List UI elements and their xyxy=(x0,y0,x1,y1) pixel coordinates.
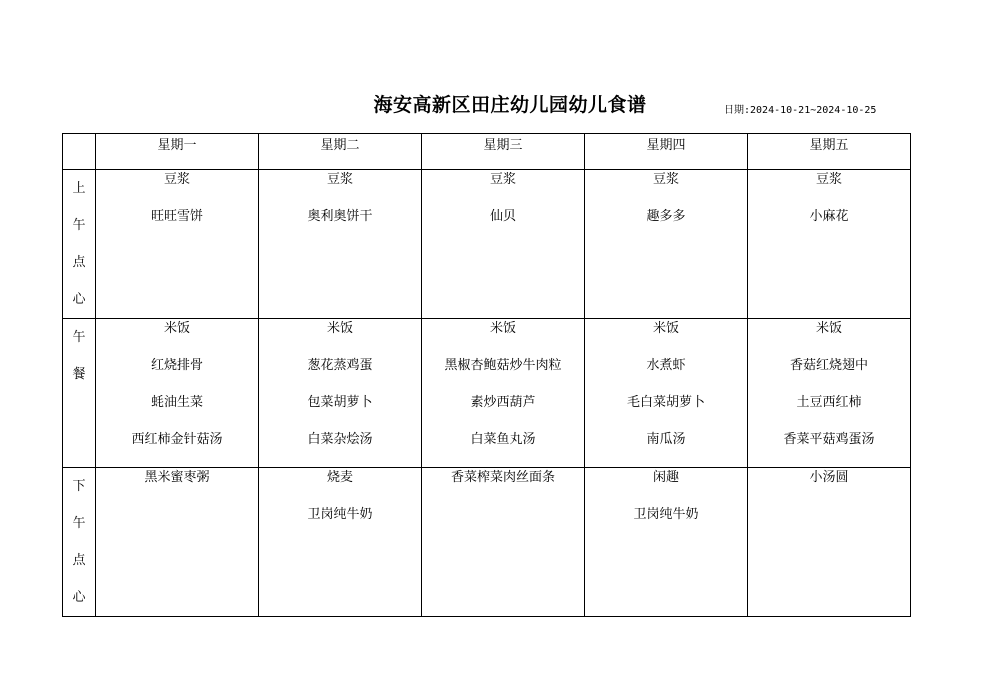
period-char: 午 xyxy=(72,330,86,345)
date-range: 日期:2024-10-21~2024-10-25 xyxy=(724,105,877,116)
menu-item: 奥利奥饼干 xyxy=(307,209,373,224)
period-label-lunch xyxy=(63,319,96,468)
page-title: 海安高新区田庄幼儿园幼儿食谱 xyxy=(373,94,647,116)
period-char: 心 xyxy=(72,590,86,605)
menu-item: 烧麦 xyxy=(326,470,353,485)
menu-item: 素炒西葫芦 xyxy=(470,395,536,410)
menu-cell-wed-lunch xyxy=(422,319,585,468)
menu-cell-mon-morning xyxy=(96,170,259,319)
menu-cell-tue-lunch xyxy=(259,319,422,468)
header-row xyxy=(63,134,911,170)
period-label-afternoon-snack xyxy=(63,468,96,617)
day-header-fri: 星期五 xyxy=(748,134,911,170)
period-char: 午 xyxy=(72,218,86,233)
menu-item: 包菜胡萝卜 xyxy=(307,395,373,410)
menu-item: 香菜平菇鸡蛋汤 xyxy=(783,432,875,447)
menu-item: 米饭 xyxy=(326,321,353,336)
menu-item: 南瓜汤 xyxy=(646,432,686,447)
menu-item: 小麻花 xyxy=(809,209,849,224)
menu-cell-thu-morning xyxy=(585,170,748,319)
menu-item: 豆浆 xyxy=(163,172,190,187)
period-label-morning-snack xyxy=(63,170,96,319)
day-header-wed: 星期三 xyxy=(422,134,585,170)
menu-item: 米饭 xyxy=(815,321,842,336)
menu-item: 水煮虾 xyxy=(646,358,686,373)
menu-item: 黑椒杏鲍菇炒牛肉粒 xyxy=(444,358,562,373)
menu-item: 蚝油生菜 xyxy=(150,395,203,410)
menu-cell-fri-afternoon xyxy=(748,468,911,617)
menu-cell-thu-afternoon xyxy=(585,468,748,617)
menu-item: 豆浆 xyxy=(489,172,516,187)
row-lunch xyxy=(63,319,911,468)
menu-item: 米饭 xyxy=(163,321,190,336)
menu-item: 米饭 xyxy=(489,321,516,336)
menu-cell-wed-morning xyxy=(422,170,585,319)
menu-cell-mon-afternoon xyxy=(96,468,259,617)
menu-cell-tue-morning xyxy=(259,170,422,319)
period-char: 上 xyxy=(72,181,86,196)
menu-item: 小汤圆 xyxy=(809,470,849,485)
menu-item: 土豆西红柿 xyxy=(796,395,862,410)
menu-item: 香菇红烧翅中 xyxy=(789,358,868,373)
menu-item: 毛白菜胡萝卜 xyxy=(626,395,705,410)
menu-cell-mon-lunch xyxy=(96,319,259,468)
menu-item: 旺旺雪饼 xyxy=(150,209,203,224)
menu-item: 卫岗纯牛奶 xyxy=(633,507,699,522)
menu-item: 西红柿金针菇汤 xyxy=(131,432,223,447)
menu-item: 黑米蜜枣粥 xyxy=(144,470,210,485)
menu-item: 豆浆 xyxy=(815,172,842,187)
menu-item: 趣多多 xyxy=(646,209,686,224)
period-char: 午 xyxy=(72,516,86,531)
period-char: 点 xyxy=(72,553,86,568)
menu-cell-tue-afternoon xyxy=(259,468,422,617)
menu-cell-fri-morning xyxy=(748,170,911,319)
menu-item: 闲趣 xyxy=(652,470,679,485)
menu-table xyxy=(62,133,911,617)
period-char: 下 xyxy=(72,479,86,494)
period-char: 心 xyxy=(72,292,86,307)
menu-item: 仙贝 xyxy=(489,209,516,224)
menu-item: 白菜鱼丸汤 xyxy=(470,432,536,447)
menu-cell-fri-lunch xyxy=(748,319,911,468)
corner-cell xyxy=(63,134,96,170)
day-header-mon: 星期一 xyxy=(96,134,259,170)
menu-item: 卫岗纯牛奶 xyxy=(307,507,373,522)
menu-item: 香菜榨菜肉丝面条 xyxy=(450,470,555,485)
period-char: 点 xyxy=(72,255,86,270)
menu-item: 米饭 xyxy=(652,321,679,336)
menu-item: 豆浆 xyxy=(326,172,353,187)
menu-item: 红烧排骨 xyxy=(150,358,203,373)
menu-item: 葱花蒸鸡蛋 xyxy=(307,358,373,373)
menu-item: 豆浆 xyxy=(652,172,679,187)
row-morning-snack xyxy=(63,170,911,319)
period-char: 餐 xyxy=(72,367,86,382)
menu-cell-thu-lunch xyxy=(585,319,748,468)
menu-item: 白菜杂烩汤 xyxy=(307,432,373,447)
row-afternoon-snack xyxy=(63,468,911,617)
day-header-tue: 星期二 xyxy=(259,134,422,170)
menu-cell-wed-afternoon xyxy=(422,468,585,617)
day-header-thu: 星期四 xyxy=(585,134,748,170)
